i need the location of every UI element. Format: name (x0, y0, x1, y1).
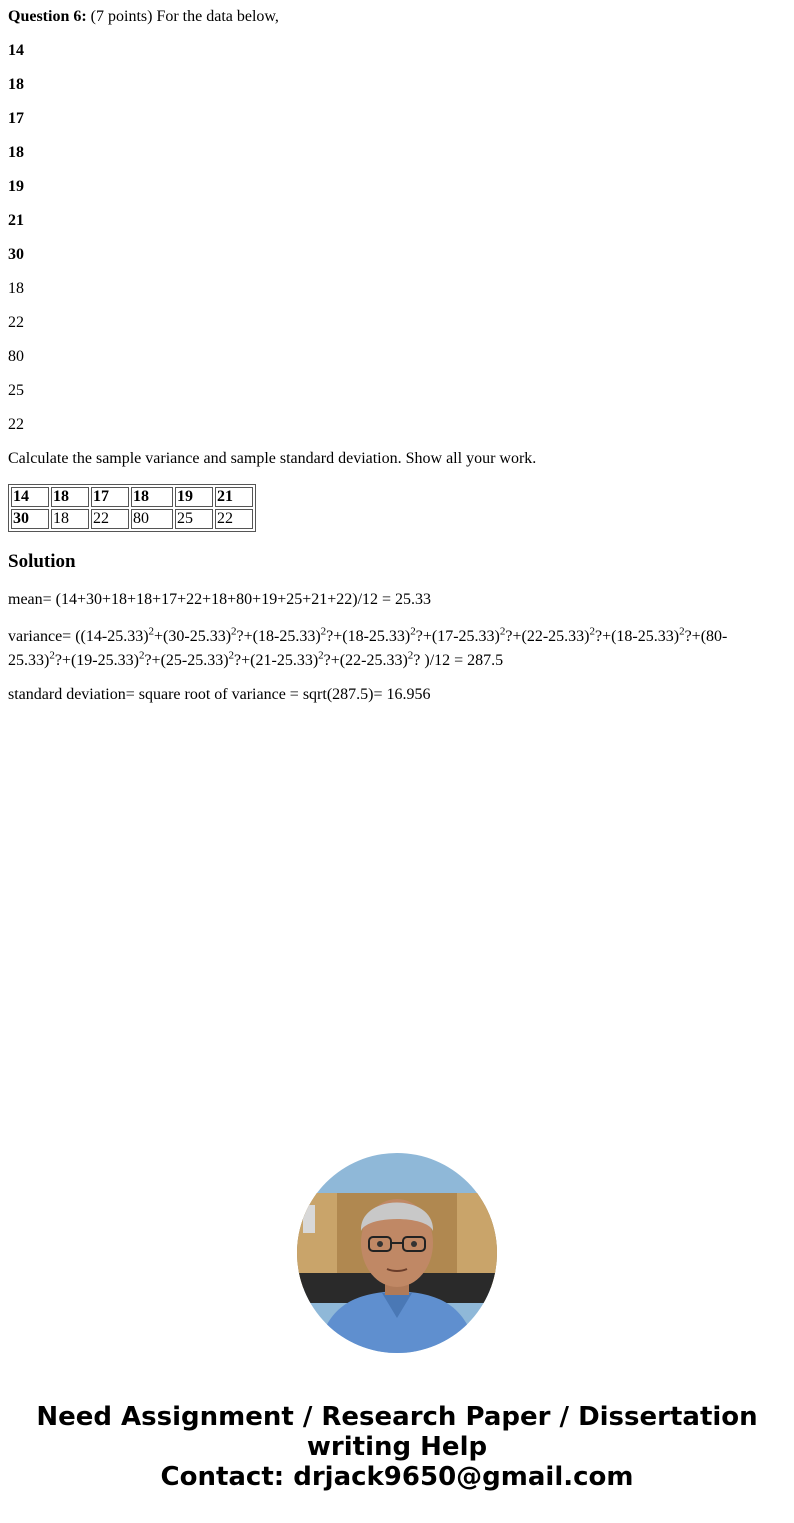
question-header (8, 8, 279, 26)
solution-heading: Solution (8, 551, 76, 572)
table-cell: 17 (91, 487, 129, 507)
table-cell: 21 (215, 487, 253, 507)
table-cell: 18 (51, 509, 89, 529)
data-value: 22 (8, 314, 24, 331)
table-row (11, 487, 253, 507)
variance-formula: variance= ($(14-25.33)^2+(30-25.33)^2?+(18-25.33)^2?+(18-25.33)^2?+(17-25.33)^2?+(22-25.33)^2?+(18-25.33)^2?+(80-25.33)^2?+(19-25.33)^2?+(25{}-25.33)^2?+(21-25.33)^2?+(22-25.33)^2$? )/12 = 287.5 (8, 625, 728, 669)
data-value: 21 (8, 212, 24, 229)
table-cell: 18 (51, 487, 89, 507)
question-instruction: Calculate the sample variance and sample standard deviation. Show all your work. (8, 450, 537, 467)
data-value: 19 (8, 178, 24, 195)
data-value: 17 (8, 110, 24, 127)
table-cell: 19 (175, 487, 213, 507)
table-cell: 22 (91, 509, 129, 529)
data-value: 18 (8, 144, 24, 161)
question-text: (7 points) For the data below, (86, 8, 279, 25)
data-value: 25 (8, 382, 24, 399)
author-photo-illustration (297, 1153, 497, 1353)
mean-formula: mean= (14+30+18+18+17+22+18+80+19+25+21+22)/12 = 25.33 (8, 591, 432, 608)
stddev-formula: standard deviation= square root of variance = sqrt(287.5)= 16.956 (8, 686, 431, 703)
question-label: Question 6: (8, 8, 87, 25)
table-cell: 25 (175, 509, 213, 529)
data-table (8, 484, 256, 532)
table-row (11, 509, 253, 529)
data-value: 80 (8, 348, 24, 365)
table-cell: 14 (11, 487, 49, 507)
table-cell: 80 (131, 509, 173, 529)
promo-footer (0, 1402, 794, 1492)
data-value: 14 (8, 42, 24, 59)
data-value: 22 (8, 416, 24, 433)
table-cell: 22 (215, 509, 253, 529)
author-photo (297, 1153, 497, 1353)
table-cell: 18 (131, 487, 173, 507)
promo-line: writing Help (306, 1432, 488, 1462)
promo-line: Need Assignment / Research Paper / Dissertation (36, 1402, 758, 1432)
data-value: 18 (8, 280, 24, 297)
table-cell: 30 (11, 509, 49, 529)
data-value: 30 (8, 246, 24, 263)
data-value: 18 (8, 76, 24, 93)
contact-email: Contact: drjack9650@gmail.com (160, 1462, 634, 1492)
